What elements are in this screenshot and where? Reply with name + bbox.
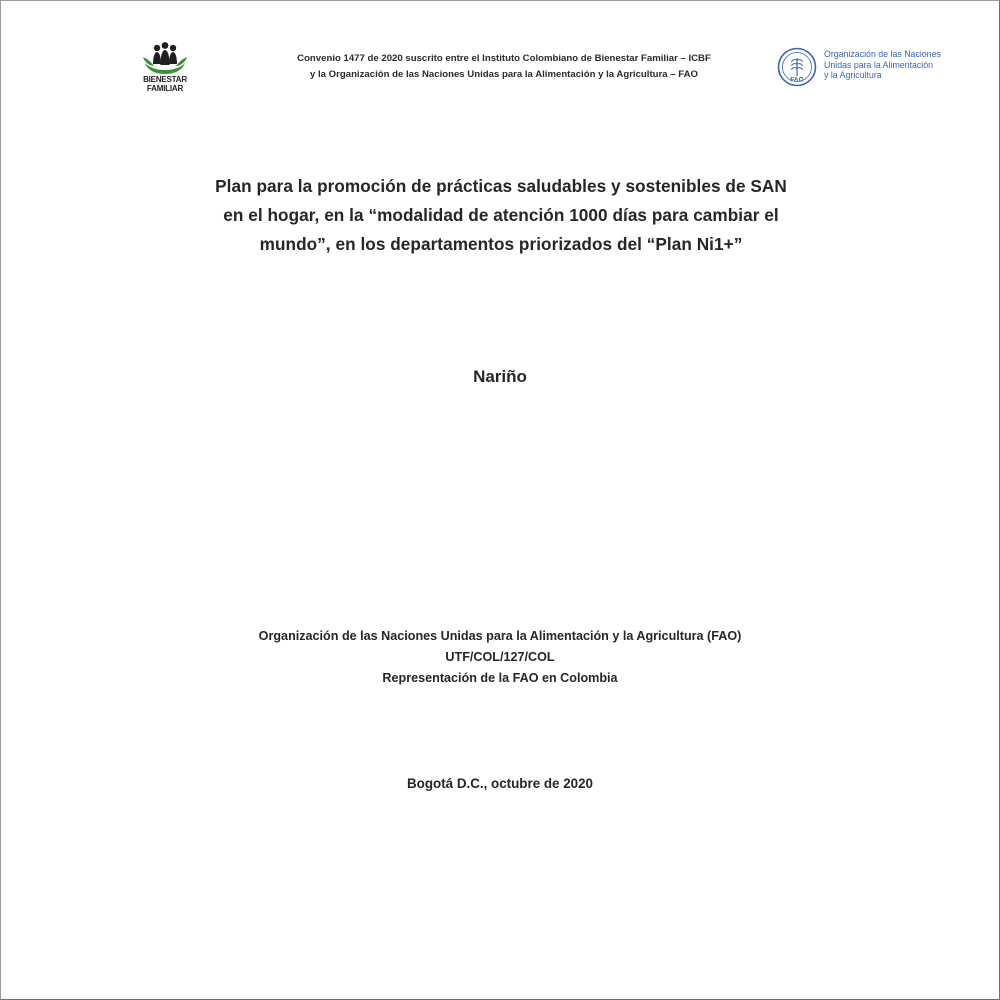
fao-name-line-2: Unidas para la Alimentación <box>824 59 934 70</box>
fao-logo <box>777 47 817 87</box>
document-title <box>131 172 871 259</box>
organization-block <box>1 626 999 689</box>
fao-logo-text: FAO <box>790 76 804 84</box>
convenio-line-2: y la Organización de las Naciones Unidas para la Alimentación y la Agricultura – FAO <box>310 69 698 80</box>
title-line-2: en el hogar, en la “modalidad de atención 1000 días para cambiar el <box>223 205 779 225</box>
icbf-caption-line1: BIENESTAR <box>143 75 187 84</box>
title-line-3: mundo”, en los departamentos priorizados del “Plan Ni1+” <box>259 234 743 254</box>
icbf-caption-line2: FAMILIAR <box>146 84 184 93</box>
fao-name-line-3: y la Agricultura <box>824 70 882 81</box>
organization-name: Organización de las Naciones Unidas para la Alimentación y la Agricultura (FAO) <box>258 629 742 643</box>
icbf-emblem-icon <box>142 41 188 75</box>
document-date: Bogotá D.C., octubre de 2020 <box>406 776 594 791</box>
title-line-1: Plan para la promoción de prácticas saludables y sostenibles de SAN <box>215 176 787 196</box>
fao-emblem-icon <box>777 47 817 87</box>
representation: Representación de la FAO en Colombia <box>382 671 618 685</box>
fao-name-line-1: Organización de las Naciones <box>824 49 941 59</box>
department-name: Nariño <box>473 367 527 386</box>
project-code: UTF/COL/127/COL <box>445 650 555 664</box>
convenio-heading <box>229 51 779 83</box>
convenio-line-1: Convenio 1477 de 2020 suscrito entre el Instituto Colombiano de Bienestar Familiar – ICBF <box>297 53 711 64</box>
fao-organization-name <box>824 49 984 81</box>
icbf-logo <box>129 41 201 95</box>
